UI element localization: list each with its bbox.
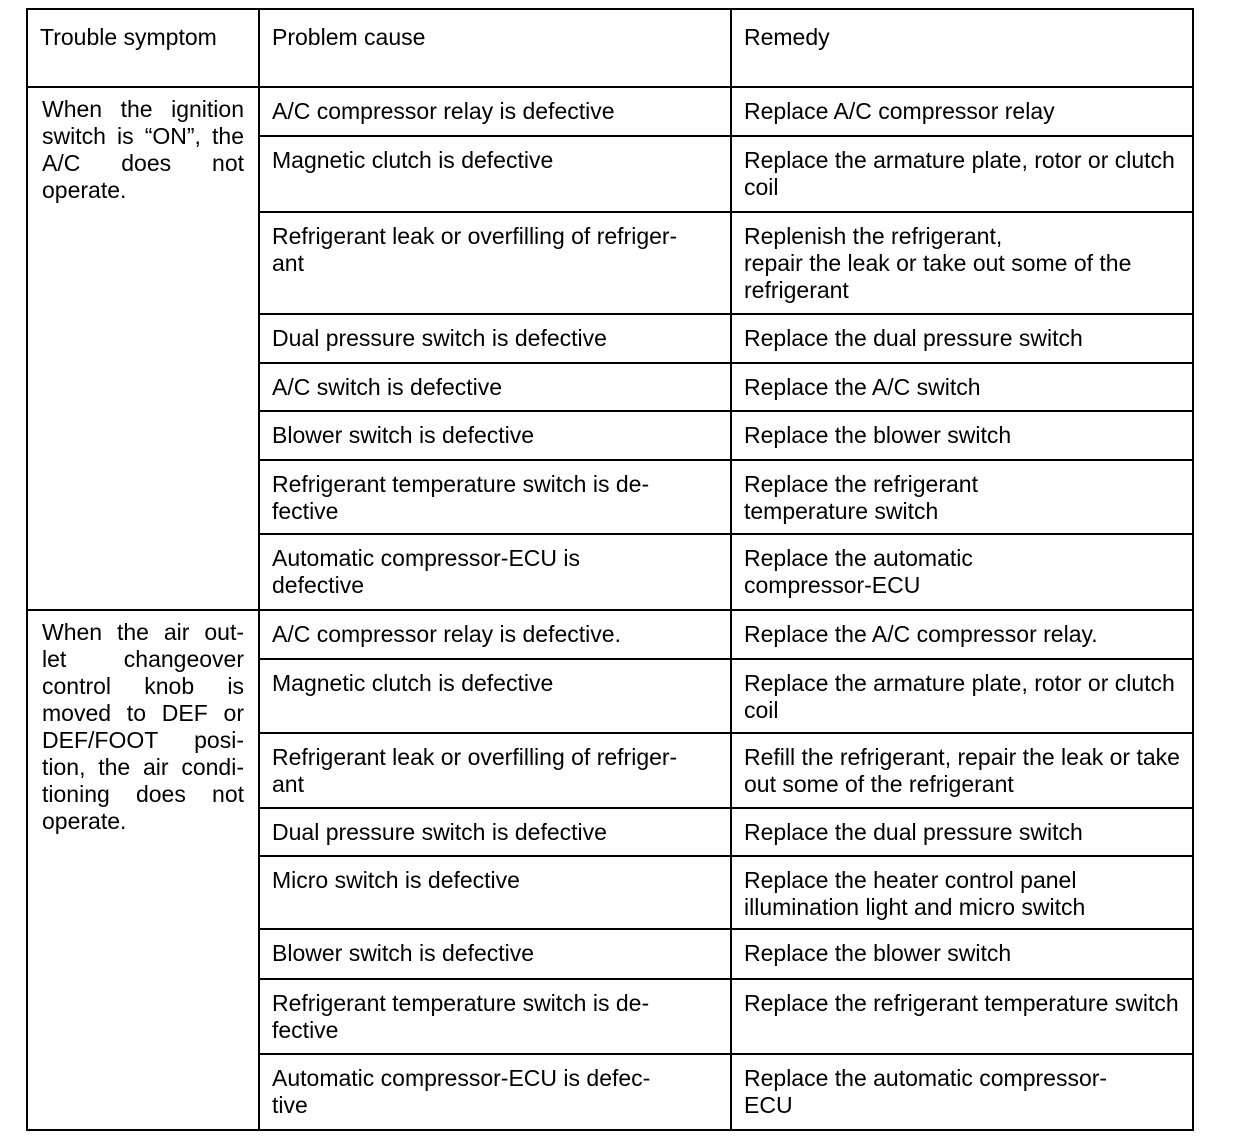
header-problem-cause: Problem cause [259, 9, 731, 87]
remedy-cell: Replace the armature plate, rotor or clutch coil [731, 136, 1193, 212]
cause-cell: A/C compressor relay is defective. [259, 610, 731, 659]
remedy-cell: Replace A/C compressor relay [731, 87, 1193, 136]
cause-cell: Dual pressure switch is defective [259, 314, 731, 363]
troubleshooting-table [26, 8, 1194, 1131]
cause-cell: Refrigerant temperature switch is de- fective [259, 979, 731, 1054]
remedy-cell: Replace the dual pressure switch [731, 808, 1193, 856]
cause-cell: Automatic compressor-ECU is defec- tive [259, 1054, 731, 1130]
cause-cell: Refrigerant leak or overfilling of refriger- ant [259, 733, 731, 808]
cause-cell: Refrigerant leak or overfilling of refriger- ant [259, 212, 731, 314]
cause-cell: Automatic compressor-ECU is defective [259, 534, 731, 610]
remedy-cell: Replace the automatic compressor-ECU [731, 534, 1193, 610]
remedy-cell: Refill the refrigerant, repair the leak or take out some of the refrigerant [731, 733, 1193, 808]
remedy-cell: Replace the dual pressure switch [731, 314, 1193, 363]
symptom-cell: When the ignition switch is “ON”, the A/C does not operate. [27, 87, 259, 610]
cause-cell: Blower switch is defective [259, 411, 731, 460]
cause-cell: Micro switch is defective [259, 856, 731, 929]
remedy-cell: Replace the refrigerant temperature switch [731, 460, 1193, 534]
cause-cell: Blower switch is defective [259, 929, 731, 979]
table-body [27, 87, 1193, 1130]
remedy-cell: Replace the armature plate, rotor or clutch coil [731, 659, 1193, 733]
remedy-cell: Replace the A/C compressor relay. [731, 610, 1193, 659]
table-row [27, 87, 1193, 136]
remedy-cell: Replace the refrigerant temperature switch [731, 979, 1193, 1054]
remedy-cell: Replace the A/C switch [731, 363, 1193, 411]
remedy-cell: Replace the blower switch [731, 929, 1193, 979]
remedy-cell: Replenish the refrigerant, repair the leak or take out some of the refrigerant [731, 212, 1193, 314]
remedy-cell: Replace the blower switch [731, 411, 1193, 460]
remedy-cell: Replace the automatic compressor- ECU [731, 1054, 1193, 1130]
cause-cell: A/C compressor relay is defective [259, 87, 731, 136]
header-trouble-symptom: Trouble symptom [27, 9, 259, 87]
symptom-cell: When the air out- let changeover control knob is moved to DEF or DEF/FOOT posi- tion, the air condi- tioning does not operate. [27, 610, 259, 1130]
cause-cell: A/C switch is defective [259, 363, 731, 411]
remedy-cell: Replace the heater control panel illumination light and micro switch [731, 856, 1193, 929]
cause-cell: Refrigerant temperature switch is de- fective [259, 460, 731, 534]
header-remedy: Remedy [731, 9, 1193, 87]
cause-cell: Magnetic clutch is defective [259, 659, 731, 733]
cause-cell: Magnetic clutch is defective [259, 136, 731, 212]
table-row [27, 610, 1193, 659]
cause-cell: Dual pressure switch is defective [259, 808, 731, 856]
header-row [27, 9, 1193, 87]
